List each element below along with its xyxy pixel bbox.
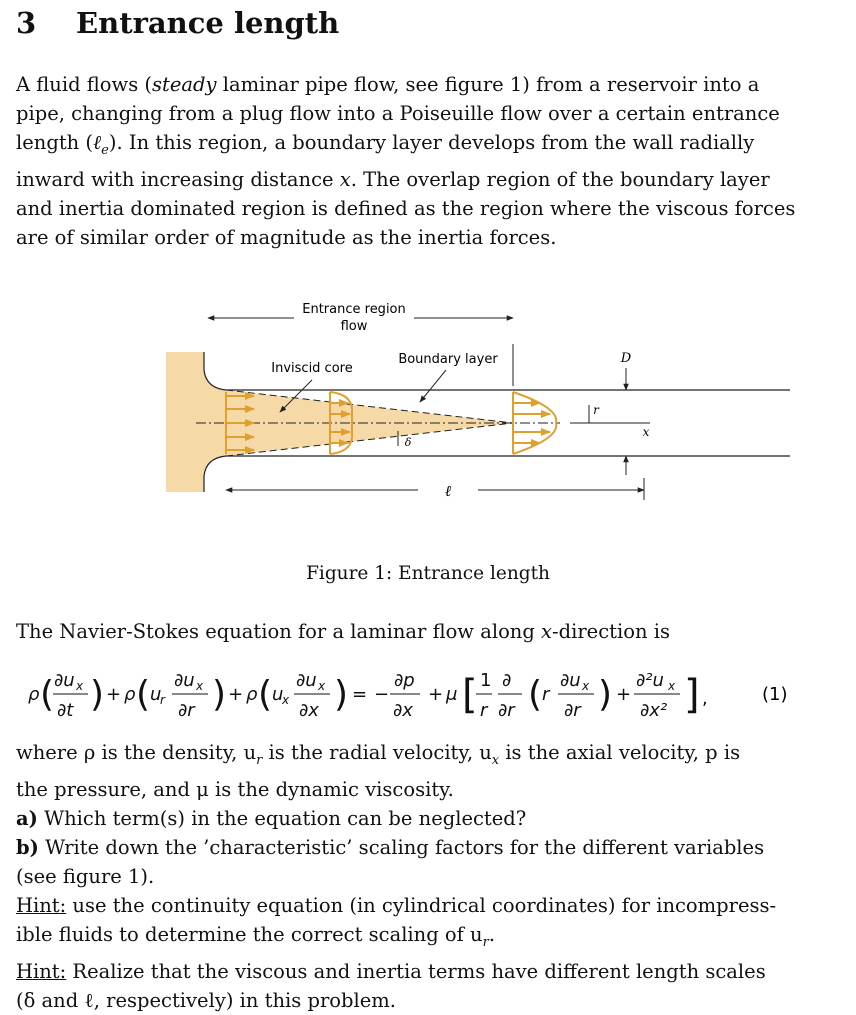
- svg-text:x: x: [76, 679, 84, 693]
- intro-text: length (: [16, 131, 94, 154]
- hint-text: .: [488, 922, 496, 946]
- inviscid-core-label: Inviscid core: [271, 361, 353, 376]
- svg-text:∂²u: ∂²u: [636, 670, 664, 691]
- hint-label: Hint:: [16, 959, 67, 983]
- question-b-text: (see figure 1).: [16, 864, 155, 888]
- questions-paragraph: [16, 738, 792, 1015]
- intro-text: A fluid flows (: [16, 73, 153, 96]
- hint-text: use the continuity equation (in cylindrical coordinates) for incompress-: [66, 893, 777, 917]
- svg-text:∂u: ∂u: [54, 670, 75, 691]
- svg-text:+: +: [106, 684, 122, 705]
- question-a-label: a): [16, 806, 38, 830]
- svg-text:x: x: [582, 679, 590, 693]
- intro-text: are of similar order of magnitude as the inertia forces.: [16, 225, 557, 249]
- svg-text:(: (: [528, 674, 543, 715]
- svg-text:r: r: [160, 693, 165, 707]
- svg-text:,: ,: [702, 688, 708, 709]
- svg-text:=: =: [352, 684, 368, 705]
- text: where ρ is the density, u: [16, 741, 257, 764]
- svg-text:ρ: ρ: [246, 684, 258, 705]
- entrance-label-1: Entrance region: [302, 302, 406, 317]
- pipe-wall-bottom: [204, 456, 790, 492]
- hint-text: Realize that the viscous and inertia terms have different length scales: [66, 959, 766, 983]
- svg-text:r: r: [542, 684, 550, 705]
- svg-text:x: x: [196, 679, 204, 693]
- delta-label: δ: [404, 436, 412, 449]
- svg-text:(: (: [258, 674, 273, 715]
- symbol-sub-e: e: [101, 142, 109, 158]
- ell-label: ℓ: [444, 482, 452, 500]
- entrance-length-figure: [0, 290, 856, 510]
- svg-text:]: ]: [684, 672, 700, 718]
- r-label: r: [593, 403, 599, 417]
- x-label: x: [642, 425, 650, 439]
- svg-text:(: (: [136, 674, 151, 715]
- intro-text: inward with increasing distance: [16, 167, 340, 191]
- svg-text:∂: ∂: [502, 670, 512, 691]
- svg-text:ρ: ρ: [28, 684, 40, 705]
- ns-lead-a: The Navier-Stokes equation for a laminar flow along: [16, 620, 542, 643]
- symbol-x: x: [339, 167, 351, 191]
- svg-text:u: u: [272, 684, 284, 705]
- intro-text: laminar pipe flow, see figure 1) from a reservoir into a: [216, 73, 760, 96]
- entrance-label-2: flow: [340, 319, 368, 334]
- D-label: D: [620, 351, 632, 366]
- ns-lead-text: [16, 620, 670, 643]
- svg-text:[: [: [462, 672, 478, 718]
- sub: r: [482, 934, 489, 950]
- svg-text:): ): [90, 674, 105, 715]
- figure-caption: Figure 1: Entrance length: [306, 563, 550, 584]
- ns-lead-b: -direction is: [552, 620, 670, 643]
- svg-text:): ): [598, 674, 613, 715]
- svg-text:x: x: [282, 693, 290, 707]
- svg-text:r: r: [480, 700, 488, 721]
- boundary-layer-label: Boundary layer: [398, 352, 498, 367]
- question-b-text: Write down the ’characteristic’ scaling factors for the different variables: [38, 835, 765, 859]
- svg-text:+: +: [228, 684, 244, 705]
- svg-text:+: +: [428, 684, 444, 705]
- equation-number: (1): [762, 684, 788, 705]
- intro-emph-steady: steady: [152, 73, 217, 96]
- svg-text:): ): [212, 674, 227, 715]
- svg-text:∂u: ∂u: [174, 670, 195, 691]
- intro-paragraph: [16, 70, 796, 252]
- svg-text:∂u: ∂u: [560, 670, 581, 691]
- intro-text: . The overlap region of the boundary layer: [350, 167, 770, 191]
- svg-text:∂r: ∂r: [178, 700, 195, 721]
- svg-text:μ: μ: [446, 684, 458, 705]
- section-heading: [16, 6, 339, 40]
- reservoir: [166, 352, 226, 492]
- hint-text: ible fluids to determine the correct scaling of u: [16, 922, 483, 946]
- question-a-text: Which term(s) in the equation can be neglected?: [37, 806, 527, 830]
- hint-label: Hint:: [16, 893, 67, 917]
- intro-text: pipe, changing from a plug flow into a Poiseuille flow over a certain entrance: [16, 102, 780, 125]
- svg-text:x: x: [318, 679, 326, 693]
- question-b-label: b): [16, 835, 39, 859]
- svg-text:+: +: [616, 684, 632, 705]
- svg-text:u: u: [150, 684, 162, 705]
- text: the pressure, and μ is the dynamic viscosity.: [16, 777, 454, 801]
- symbol-ell: ℓ: [93, 131, 102, 154]
- svg-text:∂u: ∂u: [296, 670, 317, 691]
- section-number: 3: [16, 6, 37, 40]
- svg-text:∂x: ∂x: [299, 700, 319, 721]
- intro-text: ). In this region, a boundary layer develops from the wall radially: [108, 131, 755, 154]
- svg-text:1: 1: [480, 670, 492, 691]
- section-title: Entrance length: [76, 6, 340, 40]
- svg-text:−: −: [374, 684, 390, 705]
- text: is the radial velocity, u: [262, 741, 492, 764]
- navier-stokes-equation: [26, 656, 826, 734]
- sub: r: [256, 752, 263, 768]
- svg-text:∂x²: ∂x²: [640, 700, 668, 721]
- symbol-x: x: [541, 620, 553, 643]
- svg-text:∂t: ∂t: [57, 700, 74, 721]
- sub: x: [491, 752, 500, 768]
- hint-text: (δ and ℓ, respectively) in this problem.: [16, 988, 396, 1012]
- svg-text:ρ: ρ: [124, 684, 136, 705]
- intro-text: and inertia dominated region is defined as the region where the viscous forces: [16, 196, 796, 220]
- text: is the axial velocity, p is: [499, 741, 741, 764]
- svg-text:∂x: ∂x: [393, 700, 413, 721]
- svg-text:(: (: [40, 674, 55, 715]
- svg-text:x: x: [668, 679, 676, 693]
- svg-text:): ): [334, 674, 349, 715]
- svg-text:∂r: ∂r: [564, 700, 581, 721]
- svg-text:∂p: ∂p: [394, 670, 415, 691]
- svg-text:∂r: ∂r: [498, 700, 515, 721]
- boundary-pointer: [420, 370, 446, 402]
